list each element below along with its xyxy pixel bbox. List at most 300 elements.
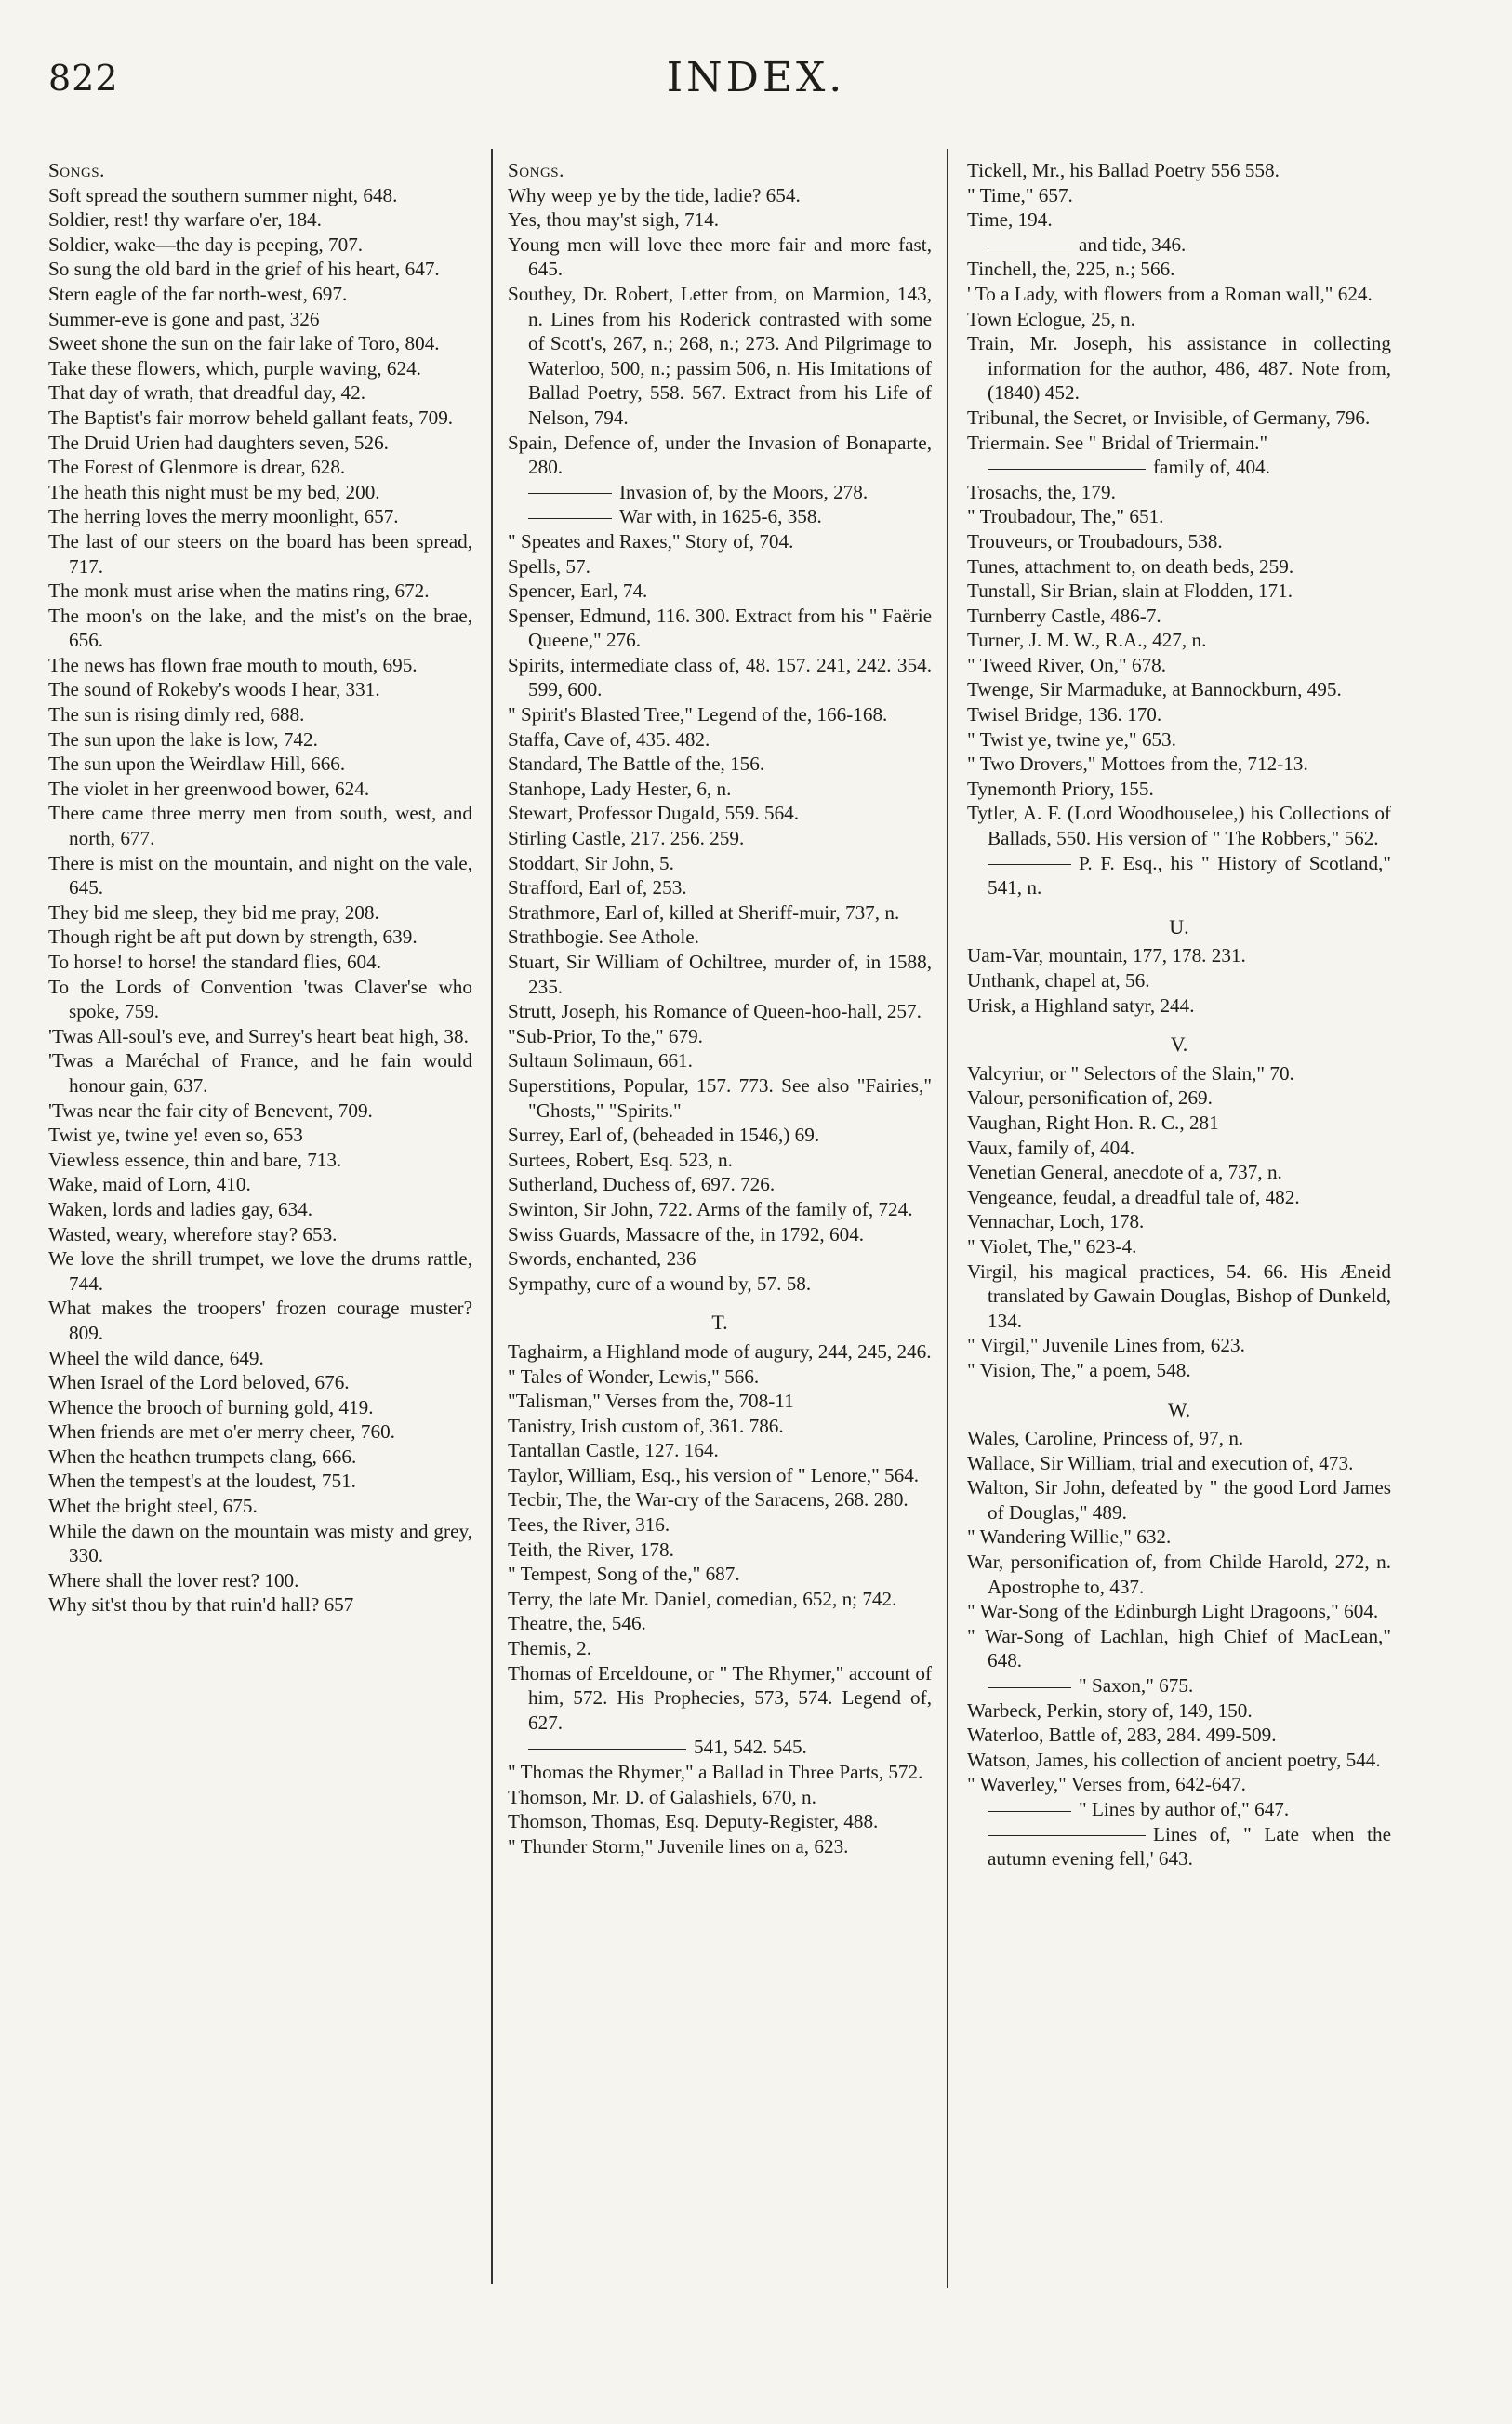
index-entry (508, 900, 932, 926)
entry-text: Though right be aft put down by strength, 639. (48, 926, 418, 949)
entry-text: Surrey, Earl of, (beheaded in 1546,) 69. (508, 1124, 820, 1147)
index-entry (967, 1723, 1391, 1748)
index-entry (48, 1123, 472, 1148)
index-entry (508, 579, 932, 604)
index-entry (48, 233, 472, 258)
entry-text: Wasted, weary, wherefore stay? 653. (48, 1222, 338, 1245)
index-entry (48, 1246, 472, 1296)
entry-text: Vennachar, Loch, 178. (967, 1210, 1145, 1233)
entry-text: We love the shrill trumpet, we love the drums rattle, 744. (48, 1247, 472, 1295)
index-entry (508, 851, 932, 876)
entry-text: Stewart, Professor Dugald, 559. 564. (508, 802, 800, 825)
entry-text: P. F. Esq., his " History of Scotland," 541, n. (988, 851, 1391, 899)
entry-text: When friends are met o'er merry cheer, 760. (48, 1420, 395, 1444)
index-entry (48, 1172, 472, 1197)
entry-text: " Lines by author of," 647. (1079, 1798, 1290, 1820)
entry-text: Sultaun Solimaun, 661. (508, 1049, 693, 1072)
letter-section-heading (967, 915, 1391, 940)
index-entry (508, 1246, 932, 1272)
entry-text: Valour, personification of, 269. (967, 1086, 1213, 1110)
index-entry (967, 1673, 1391, 1698)
entry-text: Soldier, rest! thy warfare o'er, 184. (48, 208, 322, 232)
entry-text: Lines of, " Late when the autumn evening fell,' 643. (988, 1822, 1391, 1871)
entry-text: Tribunal, the Secret, or Invisible, of Germany, 796. (967, 406, 1371, 429)
letter-section-heading (508, 1311, 932, 1336)
page-number: 822 (48, 58, 119, 99)
index-entry (508, 1661, 932, 1736)
entry-text: " Tweed River, On," 678. (967, 653, 1167, 676)
index-entry (508, 826, 932, 851)
ditto-rule (988, 1835, 1146, 1836)
entry-text: Triermain. See " Bridal of Triermain." (967, 431, 1268, 454)
index-entry (48, 307, 472, 332)
index-entry (508, 604, 932, 653)
entry-text: Where shall the lover rest? 100. (48, 1568, 299, 1592)
entry-text: War with, in 1625-6, 358. (619, 505, 822, 528)
index-entry (508, 1760, 932, 1785)
entry-text: " Waverley," Verses from, 642-647. (967, 1773, 1246, 1796)
index-entry (508, 1048, 932, 1073)
index-entry (967, 1525, 1391, 1550)
index-entry (508, 653, 932, 702)
index-column-3 (967, 158, 1391, 2391)
index-entry (508, 1562, 932, 1587)
entry-text: Sutherland, Duchess of, 697. 726. (508, 1173, 776, 1196)
entry-text: Staffa, Cave of, 435. 482. (508, 727, 710, 751)
index-entry (967, 480, 1391, 505)
entry-text: 'Twas a Maréchal of France, and he fain would honour gain, 637. (48, 1049, 472, 1097)
index-entry (48, 1346, 472, 1371)
entry-text: ' To a Lady, with flowers from a Roman wall," 624. (967, 282, 1373, 305)
entry-text: Theatre, the, 546. (508, 1612, 646, 1635)
ditto-rule (988, 1687, 1071, 1688)
index-entry (967, 233, 1391, 258)
index-entry (508, 1538, 932, 1563)
entry-text: The sun is rising dimly red, 688. (48, 703, 305, 726)
index-entry (508, 1197, 932, 1222)
entry-text: family of, 404. (1153, 456, 1270, 479)
index-entry (508, 431, 932, 480)
index-entry (508, 1123, 932, 1148)
entry-text: Swinton, Sir John, 722. Arms of the family of, 724. (508, 1197, 913, 1220)
index-entry (967, 604, 1391, 629)
entry-text: Unthank, chapel at, 56. (967, 969, 1150, 992)
entry-text: Time, 194. (967, 208, 1053, 232)
entry-text: "Talisman," Verses from the, 708-11 (508, 1390, 794, 1413)
entry-text: " Violet, The," 623-4. (967, 1234, 1137, 1258)
entry-text: Spells, 57. (508, 554, 590, 578)
index-entry (508, 752, 932, 777)
index-entry (967, 504, 1391, 529)
entry-text: Turnberry Castle, 486-7. (967, 604, 1161, 627)
entry-text: Tytler, A. F. (Lord Woodhouselee,) his Collections of Ballads, 550. His version of " The Robbers," 562. (967, 802, 1391, 850)
index-entry (508, 1636, 932, 1661)
index-entry (48, 529, 472, 579)
entry-text: That day of wrath, that dreadful day, 42. (48, 381, 366, 405)
entry-text: T. (711, 1311, 728, 1335)
index-entry (967, 1259, 1391, 1334)
entry-text: Strathmore, Earl of, killed at Sheriff-muir, 737, n. (508, 900, 900, 924)
entry-text: Town Eclogue, 25, n. (967, 307, 1135, 330)
entry-text: W. (1167, 1397, 1191, 1421)
index-entry (48, 455, 472, 480)
index-entry (508, 504, 932, 529)
entry-text: Stirling Castle, 217. 256. 259. (508, 827, 745, 850)
index-entry (967, 455, 1391, 480)
entry-text: " Tempest, Song of the," 687. (508, 1563, 740, 1586)
index-entry (967, 1451, 1391, 1476)
entry-text: Surtees, Robert, Esq. 523, n. (508, 1148, 733, 1171)
index-entry (48, 1296, 472, 1345)
entry-text: Valcyriur, or " Selectors of the Slain," 70. (967, 1061, 1294, 1085)
entry-text: Turner, J. M. W., R.A., 427, n. (967, 629, 1207, 652)
section-continuation-heading (48, 158, 472, 183)
index-entry (967, 183, 1391, 208)
index-entry (967, 1185, 1391, 1210)
index-entry (48, 677, 472, 702)
entry-text: Songs. (508, 159, 564, 181)
entry-text: Stuart, Sir William of Ochiltree, murder of, in 1588, 235. (508, 951, 932, 998)
entry-text: Virgil, his magical practices, 54. 66. His Æneid translated by Gawain Douglas, Bishop of Dunkeld, 134. (967, 1259, 1391, 1332)
index-entry (967, 628, 1391, 653)
index-entry (48, 925, 472, 950)
entry-text: What makes the troopers' frozen courage muster? 809. (48, 1297, 472, 1344)
column-rule-right (947, 149, 948, 2288)
index-entry (508, 777, 932, 802)
entry-text: When the heathen trumpets clang, 666. (48, 1445, 357, 1468)
entry-text: " War-Song of Lachlan, high Chief of MacLean," 648. (967, 1624, 1391, 1672)
index-entry (48, 752, 472, 777)
entry-text: Wheel the wild dance, 649. (48, 1346, 264, 1369)
index-entry (48, 1395, 472, 1420)
entry-text: Tickell, Mr., his Ballad Poetry 556 558. (967, 159, 1280, 181)
entry-text: Warbeck, Perkin, story of, 149, 150. (967, 1698, 1253, 1722)
entry-text: Tecbir, The, the War-cry of the Saracens, 268. 280. (508, 1488, 909, 1512)
index-entry (508, 1414, 932, 1439)
entry-text: War, personification of, from Childe Harold, 272, n. Apostrophe to, 437. (967, 1551, 1391, 1598)
entry-text: Wales, Caroline, Princess of, 97, n. (967, 1427, 1244, 1450)
index-entry (508, 1809, 932, 1834)
entry-text: Taylor, William, Esq., his version of " Lenore," 564. (508, 1463, 920, 1486)
index-entry (508, 1148, 932, 1173)
entry-text: Thomson, Thomas, Esq. Deputy-Register, 488. (508, 1810, 879, 1833)
entry-text: Urisk, a Highland satyr, 244. (967, 993, 1195, 1017)
index-entry (508, 1024, 932, 1049)
index-entry (967, 1085, 1391, 1111)
entry-text: Tees, the River, 316. (508, 1513, 670, 1537)
entry-text: Walton, Sir John, defeated by " the good Lord James of Douglas," 489. (967, 1476, 1391, 1524)
entry-text: Why weep ye by the tide, ladie? 654. (508, 183, 801, 206)
index-entry (508, 950, 932, 999)
entry-text: Wallace, Sir William, trial and execution of, 473. (967, 1451, 1354, 1474)
index-entry (48, 1592, 472, 1618)
entry-text: Wake, maid of Lorn, 410. (48, 1173, 251, 1196)
entry-text: The violet in her greenwood bower, 624. (48, 777, 370, 800)
index-entry (508, 529, 932, 554)
entry-text: The heath this night must be my bed, 200. (48, 480, 380, 503)
entry-text: Venetian General, anecdote of a, 737, n. (967, 1161, 1282, 1184)
index-entry (508, 1389, 932, 1414)
entry-text: To the Lords of Convention 'twas Claver'se who spoke, 759. (48, 975, 472, 1023)
index-entry (48, 480, 472, 505)
index-entry (48, 257, 472, 282)
index-entry (48, 431, 472, 456)
entry-text: Vaux, family of, 404. (967, 1136, 1135, 1159)
entry-text: Why sit'st thou by that ruin'd hall? 657 (48, 1593, 354, 1617)
entry-text: Terry, the late Mr. Daniel, comedian, 652, n; 742. (508, 1587, 897, 1610)
entry-text: Vaughan, Right Hon. R. C., 281 (967, 1111, 1219, 1134)
index-entry (967, 653, 1391, 678)
index-entry (508, 1587, 932, 1612)
index-entry (508, 282, 932, 431)
index-entry (48, 1048, 472, 1098)
entry-text: " Tales of Wonder, Lewis," 566. (508, 1365, 760, 1388)
index-entry (967, 529, 1391, 554)
index-entry (967, 1698, 1391, 1724)
index-entry (967, 1797, 1391, 1822)
index-entry (967, 207, 1391, 233)
index-entry (967, 702, 1391, 727)
entry-text: Twisel Bridge, 136. 170. (967, 703, 1162, 726)
entry-text: When Israel of the Lord beloved, 676. (48, 1371, 350, 1394)
index-entry (967, 1550, 1391, 1599)
index-entry (48, 653, 472, 678)
entry-text: 'Twas All-soul's eve, and Surrey's heart beat high, 38. (48, 1024, 469, 1047)
entry-text: The moon's on the lake, and the mist's on the brae, 656. (48, 604, 472, 652)
index-entry (508, 702, 932, 727)
entry-text: Sweet shone the sun on the fair lake of Toro, 804. (48, 332, 440, 355)
entry-text: and tide, 346. (1079, 233, 1187, 256)
entry-text: Superstitions, Popular, 157. 773. See also "Fairies," "Ghosts," "Spirits." (508, 1073, 932, 1122)
index-entry (508, 183, 932, 208)
index-column-1 (48, 158, 472, 2391)
index-entry (48, 1024, 472, 1049)
index-entry (508, 1487, 932, 1512)
index-entry (967, 1111, 1391, 1136)
index-entry (967, 1136, 1391, 1161)
index-entry (48, 975, 472, 1024)
index-entry (48, 1197, 472, 1222)
index-entry (967, 1822, 1391, 1871)
index-entry (508, 233, 932, 282)
index-entry (967, 727, 1391, 753)
entry-text: " Thomas the Rhymer," a Ballad in Three Parts, 572. (508, 1761, 923, 1783)
index-entry (48, 1494, 472, 1519)
index-entry (967, 1475, 1391, 1525)
index-entry (48, 727, 472, 753)
entry-text: Taghairm, a Highland mode of augury, 244, 245, 246. (508, 1339, 932, 1363)
entry-text: Southey, Dr. Robert, Letter from, on Marmion, 143, n. Lines from his Roderick contrasted with some of Scott's, 267, n.; 268, n.; 273. And Pilgrimage to Waterloo, 500, n.; passim 506, n. His Imitations of Ballad Poetry, 558. 567. Extract from his Life of Nelson, 794. (508, 282, 932, 429)
entry-text: Thomson, Mr. D. of Galashiels, 670, n. (508, 1785, 816, 1808)
index-entry (48, 1222, 472, 1247)
index-entry (48, 1370, 472, 1395)
entry-text: Tanistry, Irish custom of, 361. 786. (508, 1414, 784, 1437)
entry-text: Thomas of Erceldoune, or " The Rhymer," account of him, 572. His Prophecies, 573, 574. Legend of, 627. (508, 1661, 932, 1734)
entry-text: " Virgil," Juvenile Lines from, 623. (967, 1334, 1245, 1357)
entry-text: " Vision, The," a poem, 548. (967, 1358, 1191, 1381)
entry-text: Young men will love thee more fair and more fast, 645. (508, 233, 932, 281)
entry-text: Strathbogie. See Athole. (508, 926, 699, 949)
index-entry (48, 1445, 472, 1470)
index-entry (48, 1419, 472, 1445)
index-entry (967, 851, 1391, 900)
entry-text: The monk must arise when the matins ring, 672. (48, 579, 430, 603)
entry-text: They bid me sleep, they bid me pray, 208. (48, 900, 379, 924)
index-entry (48, 1099, 472, 1124)
index-entry (48, 183, 472, 208)
entry-text: Themis, 2. (508, 1637, 592, 1660)
entry-text: The sun upon the lake is low, 742. (48, 727, 318, 751)
index-entry (508, 1172, 932, 1197)
index-entry (967, 431, 1391, 456)
entry-text: Teith, the River, 178. (508, 1538, 674, 1561)
entry-text: Swiss Guards, Massacre of the, in 1792, 604. (508, 1222, 865, 1245)
index-entry (967, 1426, 1391, 1451)
index-entry (48, 356, 472, 381)
letter-section-heading (967, 1032, 1391, 1058)
entry-text: " Speates and Raxes," Story of, 704. (508, 529, 794, 553)
entry-text: 'Twas near the fair city of Benevent, 709. (48, 1099, 373, 1122)
entry-text: Tunstall, Sir Brian, slain at Flodden, 171. (967, 579, 1293, 603)
entry-text: "Sub-Prior, To the," 679. (508, 1024, 703, 1047)
index-entry (508, 1463, 932, 1488)
index-entry (967, 801, 1391, 850)
index-entry (508, 1735, 932, 1760)
ditto-rule (528, 518, 612, 519)
index-entry (508, 1222, 932, 1247)
index-entry (967, 752, 1391, 777)
index-entry (967, 677, 1391, 702)
entry-text: Strutt, Joseph, his Romance of Queen-hoo-hall, 257. (508, 1000, 922, 1023)
index-entry (967, 1599, 1391, 1624)
index-entry (508, 1834, 932, 1859)
entry-text: When the tempest's at the loudest, 751. (48, 1470, 356, 1493)
index-entry (48, 777, 472, 802)
entry-text: " Time," 657. (967, 183, 1073, 206)
entry-text: U. (1169, 914, 1189, 939)
index-entry (48, 851, 472, 900)
entry-text: Uam-Var, mountain, 177, 178. 231. (967, 944, 1246, 967)
entry-text: Sympathy, cure of a wound by, 57. 58. (508, 1272, 812, 1295)
index-entry (967, 579, 1391, 604)
entry-text: Strafford, Earl of, 253. (508, 876, 687, 899)
entry-text: The sun upon the Weirdlaw Hill, 666. (48, 753, 346, 776)
ditto-rule (988, 864, 1071, 865)
index-entry (508, 1272, 932, 1297)
index-entry (508, 1073, 932, 1123)
index-entry (508, 480, 932, 505)
index-entry (48, 604, 472, 653)
index-entry (508, 1365, 932, 1390)
section-continuation-heading (508, 158, 932, 183)
entry-text: Twenge, Sir Marmaduke, at Bannockburn, 495. (967, 678, 1342, 701)
index-entry (508, 727, 932, 753)
index-entry (508, 1438, 932, 1463)
index-entry (967, 406, 1391, 431)
index-entry (967, 1209, 1391, 1234)
ditto-rule (528, 1749, 686, 1750)
entry-text: " War-Song of the Edinburgh Light Dragoons," 604. (967, 1600, 1379, 1623)
entry-text: So sung the old bard in the grief of his heart, 647. (48, 258, 440, 281)
entry-text: Spencer, Earl, 74. (508, 579, 648, 603)
entry-text: Soldier, wake—the day is peeping, 707. (48, 233, 364, 256)
index-entry (508, 1785, 932, 1810)
entry-text: While the dawn on the mountain was misty and grey, 330. (48, 1519, 472, 1567)
index-entry (48, 950, 472, 975)
entry-text: Invasion of, by the Moors, 278. (619, 480, 869, 503)
entry-text: Stanhope, Lady Hester, 6, n. (508, 777, 732, 800)
index-entry (48, 331, 472, 356)
entry-text: Tynemonth Priory, 155. (967, 777, 1154, 800)
entry-text: Spirits, intermediate class of, 48. 157. 241, 242. 354. 599, 600. (508, 653, 932, 701)
index-entry (967, 943, 1391, 968)
index-entry (48, 702, 472, 727)
entry-text: Tinchell, the, 225, n.; 566. (967, 258, 1175, 281)
entry-text: Songs. (48, 159, 105, 181)
entry-text: The sound of Rokeby's woods I hear, 331. (48, 678, 380, 701)
ditto-rule (988, 469, 1146, 470)
entry-text: Tantallan Castle, 127. 164. (508, 1439, 719, 1462)
index-entry (508, 801, 932, 826)
entry-text: 541, 542. 545. (694, 1736, 807, 1759)
index-entry (967, 158, 1391, 183)
index-entry (508, 875, 932, 900)
index-entry (967, 331, 1391, 406)
entry-text: " Wandering Willie," 632. (967, 1525, 1172, 1549)
index-entry (967, 554, 1391, 579)
entry-text: Viewless essence, thin and bare, 713. (48, 1148, 342, 1171)
entry-text: Tunes, attachment to, on death beds, 259. (967, 554, 1294, 578)
index-entry (48, 1469, 472, 1494)
index-entry (48, 380, 472, 406)
entry-text: Vengeance, feudal, a dreadful tale of, 482. (967, 1185, 1300, 1208)
entry-text: Trosachs, the, 179. (967, 480, 1116, 503)
entry-text: Spain, Defence of, under the Invasion of Bonaparte, 280. (508, 431, 932, 479)
index-entry (967, 1160, 1391, 1185)
entry-text: There came three merry men from south, west, and north, 677. (48, 802, 472, 850)
index-entry (508, 207, 932, 233)
entry-text: Yes, thou may'st sigh, 714. (508, 208, 720, 232)
entry-text: V. (1170, 1032, 1188, 1057)
index-entry (508, 999, 932, 1024)
index-entry (967, 257, 1391, 282)
index-entry (48, 406, 472, 431)
entry-text: " Troubadour, The," 651. (967, 505, 1164, 528)
index-entry (48, 579, 472, 604)
index-entry (48, 207, 472, 233)
entry-text: Watson, James, his collection of ancient poetry, 544. (967, 1748, 1381, 1771)
entry-text: Stern eagle of the far north-west, 697. (48, 282, 348, 305)
index-entry (967, 282, 1391, 307)
index-entry (508, 554, 932, 579)
entry-text: Take these flowers, which, purple waving, 624. (48, 356, 421, 380)
entry-text: The news has flown frae mouth to mouth, 695. (48, 653, 418, 676)
entry-text: The Baptist's fair morrow beheld gallant feats, 709. (48, 406, 454, 429)
index-entry (508, 1611, 932, 1636)
entry-text: Train, Mr. Joseph, his assistance in collecting information for the author, 486, 487. Note from, (1840) 452. (967, 332, 1391, 405)
index-entry (967, 1624, 1391, 1673)
ditto-rule (528, 493, 612, 494)
index-entry (967, 1234, 1391, 1259)
index-entry (48, 282, 472, 307)
entry-text: Trouveurs, or Troubadours, 538. (967, 529, 1223, 553)
entry-text: Whence the brooch of burning gold, 419. (48, 1395, 374, 1418)
entry-text: Stoddart, Sir John, 5. (508, 851, 674, 874)
entry-text: There is mist on the mountain, and night on the vale, 645. (48, 851, 472, 899)
index-entry (967, 1748, 1391, 1773)
index-entry (967, 1333, 1391, 1358)
index-entry (967, 1772, 1391, 1797)
